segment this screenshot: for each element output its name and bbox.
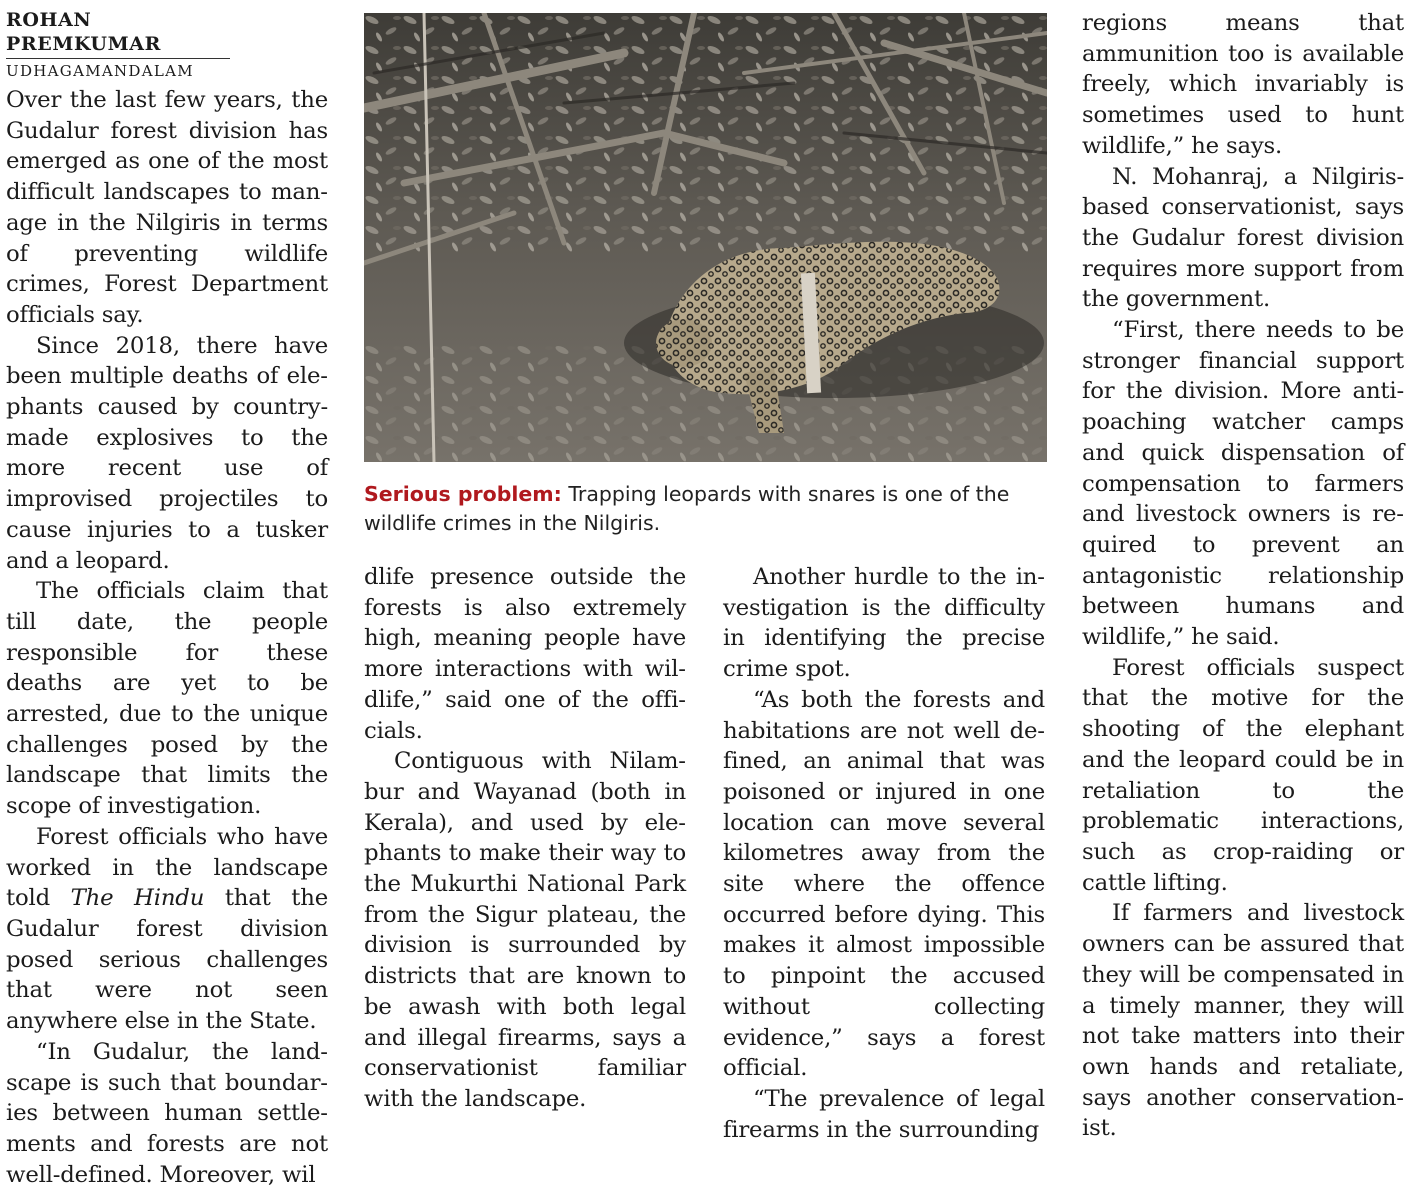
photo-caption xyxy=(364,480,1064,538)
paragraph: Contiguous with Nilambur and Wayanad (both in Kerala), and used by elephants to make their way to the Mukurthi National Park from the Sigur plateau, the division is surrounded by districts that are known to be awash with both legal and illegal firearms, says a conservationist familiar with the landscape. xyxy=(364,748,686,1112)
paragraph xyxy=(6,822,328,1037)
paragraph-text: Forest officials who have worked in the landscape told xyxy=(6,823,328,912)
paragraph: Over the last few years, the Gudalur forest division has emerged as one of the most difficult landscapes to manage in the Nilgiris in terms of preventing wildlife crimes, Forest Department officials say. xyxy=(6,87,328,328)
paragraph: Another hurdle to the investigation is the difficulty in identifying the precise crime spot. xyxy=(723,564,1045,683)
caption-lead: Serious problem: xyxy=(364,482,562,506)
article-column-3 xyxy=(723,562,1045,1145)
paragraph: “As both the forests and habitations are not well defined, an animal that was poisoned or injured in one location can move several kilometres away from the site where the offence occurred before dying. This makes it almost impossible to pinpoint the accused without collecting evidence,” says a forest official. xyxy=(723,686,1045,1082)
paragraph-text: that the Gudalur forest division posed serious challenges that were not seen anywhere else in the State. xyxy=(6,885,328,1035)
paragraph: “The prevalence of legal firearms in the surrounding xyxy=(723,1085,1045,1143)
publication-name: The Hindu xyxy=(70,885,205,912)
paragraph: If farmers and livestock owners can be assured that they will be compensated in a timely manner, they will not take matters into their own hands and retaliate, says another conservationist. xyxy=(1082,900,1404,1142)
article-column-2 xyxy=(364,562,686,1115)
article-column-4 xyxy=(1082,8,1404,1144)
paragraph: Since 2018, there have been multiple deaths of elephants caused by country-made explosives to the more recent use of improvised projectiles to cause injuries to a tusker and a leopard. xyxy=(6,332,328,574)
article-column-1 xyxy=(6,8,328,1190)
paragraph: dlife presence outside the forests is also extremely high, meaning people have more interactions with wildlife,” said one of the officials. xyxy=(364,564,686,744)
paragraph: “In Gudalur, the landscape is such that boundaries between human settlements and forests are not well-defined. Moreover, wil xyxy=(6,1038,328,1188)
leopard-photo xyxy=(364,13,1047,462)
leopard-photo-illustration xyxy=(364,13,1047,462)
paragraph: regions means that ammunition too is available freely, which invariably is sometimes used to hunt wildlife,” he says. xyxy=(1082,10,1404,159)
paragraph: N. Mohanraj, a Nilgiris-based conservationist, says the Gudalur forest division requires more support from the government. xyxy=(1082,163,1404,313)
paragraph: “First, there needs to be stronger financial support for the division. More anti-poaching watcher camps and quick dispensation of compensation to farmers and livestock owners is required to prevent an antagonistic relationship between humans and wildlife,” he said. xyxy=(1082,317,1404,651)
paragraph: The officials claim that till date, the people responsible for these deaths are yet to be arrested, due to the unique challenges posed by the landscape that limits the scope of investigation. xyxy=(6,578,328,820)
paragraph: Forest officials suspect that the motive for the shooting of the elephant and the leopard could be in retaliation to the problematic interactions, such as crop-raiding or cattle lifting. xyxy=(1082,654,1404,896)
byline: ROHAN PREMKUMAR xyxy=(6,8,230,59)
dateline: UDHAGAMANDALAM xyxy=(6,62,194,80)
caption-text: Trapping leopards with snares is one of the wildlife crimes in the Nilgiris. xyxy=(364,482,1010,535)
